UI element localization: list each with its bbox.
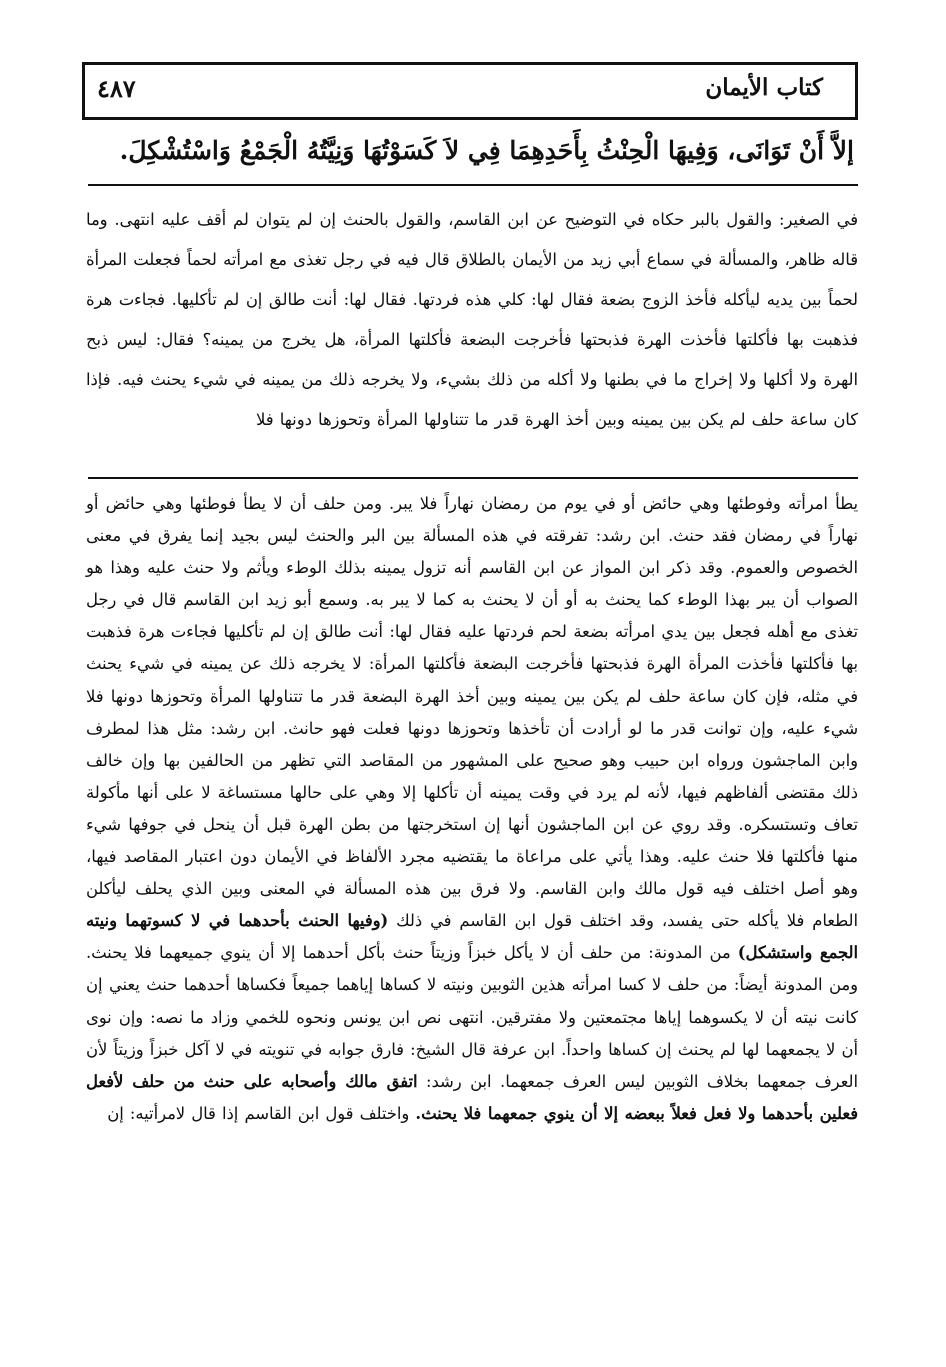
footnote-segment: من المدونة: من حلف أن لا يأكل خبزاً وزيتاً حنث بأكل أحدهما إلا أن ينوي جميعهما فلا يحنث. ومن المدونة أيضاً: من حلف لا كسا امرأته هذين الثوبين ونيته لا كساها إياهما جميعاً فكساها أحدهما حنث يعني إن كانت نيته أن لا يكسوهما إياها مجتمعتين ولا مفترقين. انتهى نص ابن يونس ونحوه للخمي وزاد ما نصه: وإن نوى أن لا يجمعهما لها لم يحنث إن كساها واحداً. ابن عرفة قال الشيخ: فارق جوابه في تنويته في لا آكل خبزاً وزيتاً لأن العرف جمعهما بخلاف الثوبين ليس العرف جمعهما. ابن رشد:: [86, 943, 858, 1091]
page-header: [82, 62, 858, 120]
book-title: كتاب الأيمان: [705, 74, 823, 101]
footnote-quoted-matn: (وفيها الحنث بأحدهما في لا كسوتهما ونيته الجمع واستشكل): [86, 911, 859, 963]
footnote-segment: يطأ امرأته وفوطئها وهي حائض أو في يوم من رمضان نهاراً فلا يبر. ومن حلف أن لا يطأ فوطئها وهي حائض أو نهاراً في رمضان فقد حنث. ابن رشد: تفرقته في هذه المسألة بين البر والحنث ليس بجيد إنما يفرق في معنى الخصوص والعموم. وقد ذكر ابن المواز عن ابن القاسم أنه تزول يمينه بذلك الوطء ويأثم ولا حنث عليه وهذا هو الصواب أن يبر بهذا الوطء كما يحنث به أو أن لا يحنث به كما لا يبر به. وسمع أبو زيد ابن القاسم قال في رجل تغذى مع أهله فجعل بين يدي امرأته بضعة لحم فردتها عليه فقال لها: أنت طالق إن لم تأكليها فجاءت هرة فذهبت بها فأكلتها فأخذت المرأة الهرة فذبحتها فأخرجت البضعة فأكلتها المرأة: لا يخرجه ذلك عن يمينه في شيء يحنث في مثله، فإن كان ساعة حلف لم يكن بين يمينه وبين أخذ الهرة البضعة قدر ما تتناولها المرأة وتحوزها دونها فلا شيء عليه، وإن توانت قدر ما لو أرادت أن تأخذها وتحوزها دونها فعلت فهو حانث. ابن رشد: مثل هذا لمطرف وابن الماجشون ورواه ابن حبيب وهو صحيح على المشهور من المقاصد التي تظهر من الحالفين بها وإن خالف ذلك مقتضى ألفاظهم فيها، لأنه لم يرد في وقت يمينه أن تأكلها إلا وهي على حالها مستساغة لا على أنها مأكولة تعاف وتستسكره. وقد روي عن ابن الماجشون أنها إن استخرجتها من بطن الهرة قبل أن ينحل في جوفها شيء منها فأكلتها فلا حنث عليه. وهذا يأتي على مراعاة ما يقتضيه مجرد الألفاظ في الأيمان دون اعتبار المقاصد فيها، وهو أصل اختلف فيه قول مالك وابن القاسم. ولا فرق بين هذه المسألة في المعنى وبين الذي يحلف ليأكلن الطعام فلا يأكله حتى يفسد، وقد اختلف قول ابن القاسم في ذلك: [86, 494, 858, 931]
footnote-bold-segment: اتفق مالك وأصحابه على حنث من حلف لأفعل فعلين بأحدهما ولا فعل فعلاً ببعضه إلا أن ينوي جمعهما فلا يحنث.: [86, 1071, 858, 1123]
footnote-segment: واختلف قول ابن القاسم إذا قال لامرأتيه: إن: [107, 1103, 416, 1123]
matn-text: إلاَّ أَنْ تَوَانَى، وَفِيهَا الْحِنْثُ بِأَحَدِهِمَا فِي لاَ كَسَوْتُهَا وَنِيَّتُهُ الْجَمْعُ وَاسْتُشْكِلَ.: [119, 136, 854, 165]
footnote-divider: [88, 477, 858, 479]
commentary-paragraph: في الصغير: والقول بالبر حكاه في التوضيح عن ابن القاسم، والقول بالحنث إن لم يتوان لم أقف عليه انتهى. وما قاله ظاهر، والمسألة في سماع أبي زيد من الأيمان بالطلاق قال فيه في رجل تغذى مع امرأته لحماً فجعلت المرأة لحماً بين يديه ليأكله فأخذ الزوج بضعة فقال لها: كلي هذه فردتها. فقال لها: أنت طالق إن لم تأكليها. فجاءت هرة فذهبت بها فأكلتها فأخذت الهرة فذبحتها فأخرجت البضعة فأكلتها المرأة، هل يخرج من يمينه؟ فقال: ليس ذبح الهرة ولا أكلها ولا إخراج ما في بطنها ولا أكله من ذلك بشيء، ولا يخرجه ذلك من يمينه في شيء يحنث فيه. فإذا كان ساعة حلف لم يكن بين يمينه وبين أخذ الهرة قدر ما تتناولها المرأة وتحوزها دونها فلا: [86, 210, 858, 429]
page-number: ٤٨٧: [97, 74, 136, 103]
footnote-paragraph: [86, 488, 858, 1130]
matn-divider: [88, 184, 858, 186]
